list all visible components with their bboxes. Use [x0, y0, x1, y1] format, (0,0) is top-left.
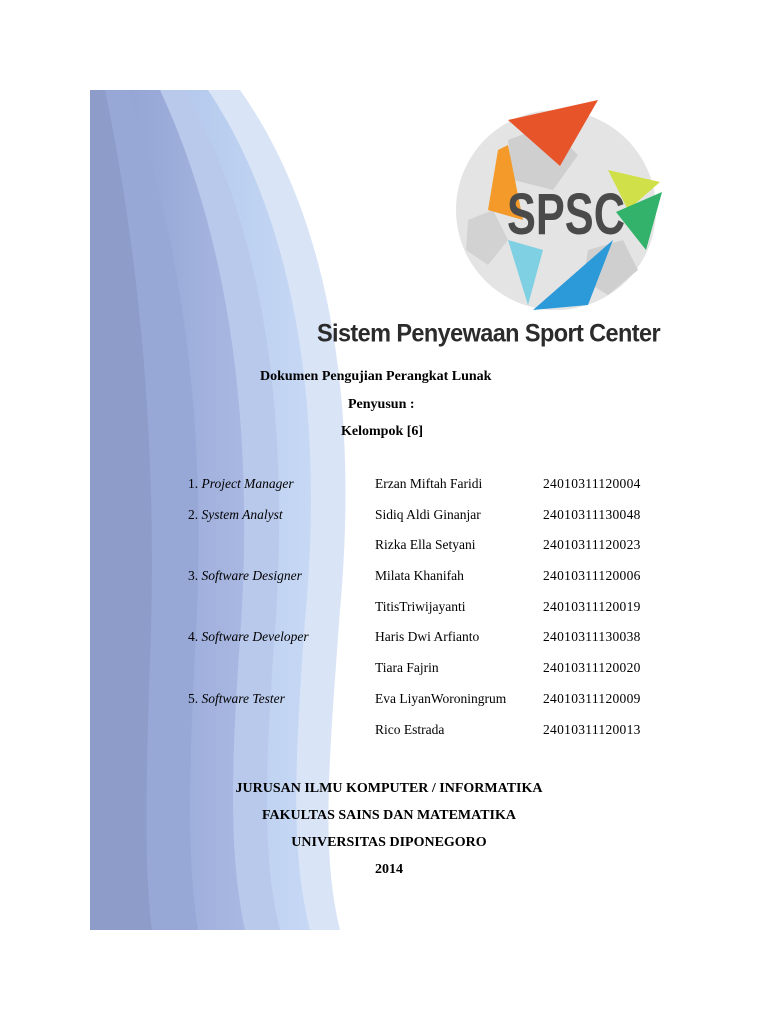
year: 2014: [375, 862, 403, 877]
member-name: Erzan Miftah Faridi: [375, 476, 483, 491]
document-page: [90, 90, 680, 930]
document-title: Dokumen Pengujian Perangkat Lunak: [260, 369, 492, 384]
member-number: 3.: [188, 568, 199, 584]
member-name: Milata Khanifah: [375, 568, 464, 584]
member-name: Rizka Ella Setyani: [375, 537, 476, 553]
member-number: 2.: [188, 506, 199, 522]
member-row: [188, 476, 668, 507]
department-name: JURUSAN ILMU KOMPUTER / INFORMATIKA: [235, 781, 543, 796]
member-row: [188, 660, 668, 691]
member-role: Project Manager: [201, 476, 294, 491]
group-label: Kelompok [6]: [341, 424, 424, 439]
member-role: Software Tester: [201, 690, 285, 706]
member-nim: 24010311120020: [543, 660, 641, 676]
university-name: UNIVERSITAS DIPONEGORO: [291, 835, 487, 850]
member-name: Tiara Fajrin: [375, 660, 439, 676]
member-row: [188, 507, 668, 538]
member-role: Software Designer: [201, 568, 302, 584]
spsc-logo: [448, 100, 668, 320]
member-list: [188, 476, 668, 752]
member-number: 4.: [188, 629, 199, 645]
member-nim: 24010311120013: [543, 721, 641, 737]
member-name: TitisTriwijayanti: [375, 598, 466, 614]
member-row: [188, 537, 668, 568]
member-role: System Analyst: [201, 506, 283, 522]
member-row: [188, 722, 668, 753]
institution-block: [90, 778, 680, 886]
member-nim: 24010311120004: [543, 476, 641, 491]
member-name: Eva LiyanWoroningrum: [375, 690, 507, 706]
member-nim: 24010311130048: [543, 506, 641, 522]
member-number: 5.: [188, 690, 199, 706]
member-row: [188, 691, 668, 722]
system-full-name: Sistem Penyewaan Sport Center: [316, 318, 660, 347]
member-name: Sidiq Aldi Ginanjar: [375, 506, 481, 522]
faculty-name: FAKULTAS SAINS DAN MATEMATIKA: [262, 808, 516, 823]
member-row: [188, 568, 668, 599]
member-name: Haris Dwi Arfianto: [375, 629, 480, 645]
penyusun-label: Penyusun :: [348, 397, 415, 412]
member-nim: 24010311130038: [543, 629, 641, 645]
member-nim: 24010311120006: [543, 568, 641, 584]
member-nim: 24010311120019: [543, 598, 641, 614]
member-nim: 24010311120023: [543, 537, 641, 553]
member-row: [188, 599, 668, 630]
member-number: 1.: [188, 476, 199, 491]
member-role: Software Developer: [201, 629, 309, 645]
member-name: Rico Estrada: [375, 721, 445, 737]
member-row: [188, 629, 668, 660]
logo-abbr: SPSC: [507, 182, 625, 247]
member-nim: 24010311120009: [543, 690, 641, 706]
